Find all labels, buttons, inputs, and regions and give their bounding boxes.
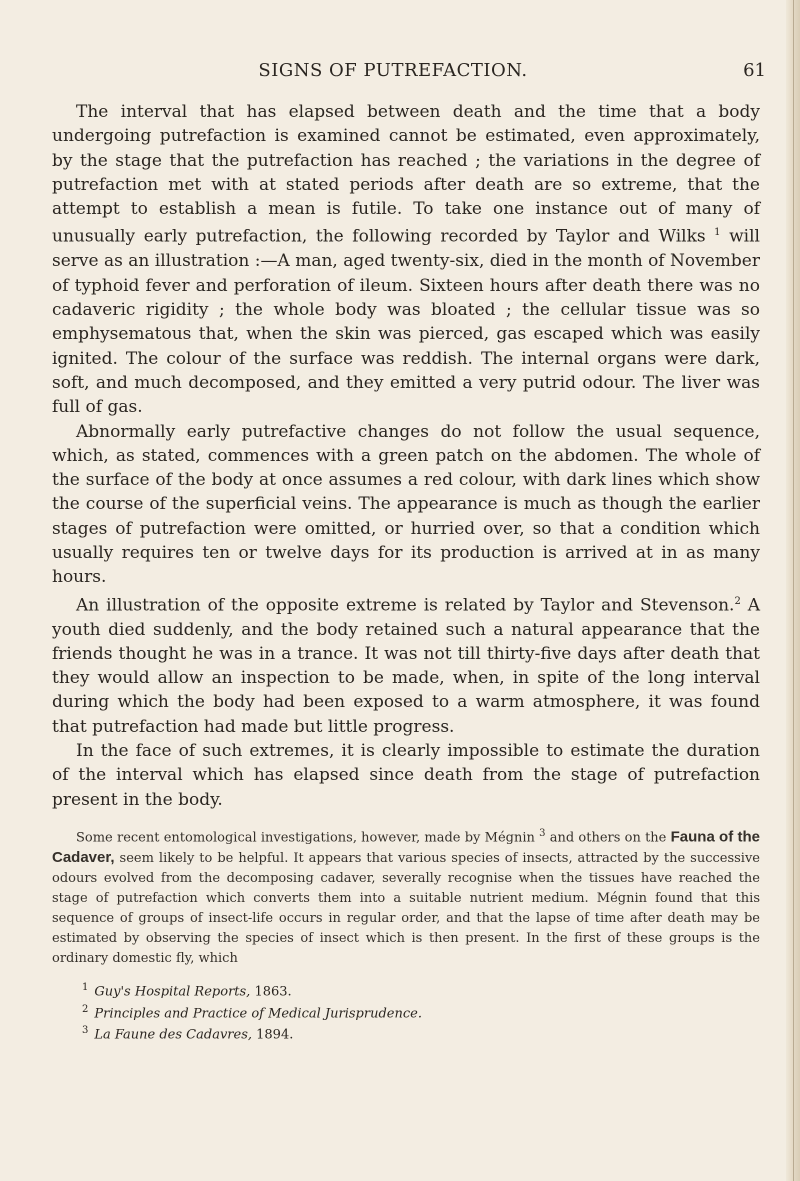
footnotes bbox=[52, 979, 760, 1043]
footnote-year: 1894. bbox=[252, 1027, 294, 1043]
footnote-ref-1: 1 bbox=[714, 227, 721, 239]
paragraph-2: Abnormally early putrefactive changes do not follow the usual sequence, which, as stated, commences with a green patch on the abdomen. The whole of the surface of the body at once assumes a red colour, with dark lines which show the course of the superficial veins. The appearance is much as though the earlier stages of putrefaction were omitted, or hurried over, so that a condition which usually requires ten or twelve days for its production is arrived at in as many hours. bbox=[52, 421, 760, 588]
page-edge-line bbox=[793, 0, 794, 1181]
paragraph-4: In the face of such extremes, it is clearly impossible to estimate the duration of the interval which has elapsed since death from the stage of putrefaction present in the body. bbox=[52, 741, 760, 810]
paragraph-5-mid: and others on the bbox=[545, 830, 671, 846]
fauna-heading: Fauna of the Cadaver, bbox=[52, 828, 760, 867]
paragraph-5-rest: seem likely to be helpful. It appears that various species of insects, attracted by the successive odours evolved from the decomposing cadaver, severally recognise when the tissues have reached the stage of putrefaction which converts them into a suitable nutrient medium. Mégnin found that this sequence of groups of insect-life occurs in regular order, and that the lapse of time after death may be estimated by observing the species of insect which is then present. In the first of these groups is the ordinary domestic fly, which bbox=[52, 851, 760, 967]
footnote-mark: 3 bbox=[82, 1024, 89, 1036]
footnote-title: Guy's Hospital Reports, bbox=[94, 984, 251, 1000]
footnote-title: Principles and Practice of Medical Jurisprudence. bbox=[94, 1005, 422, 1021]
footnote-1 bbox=[82, 979, 760, 1000]
paragraph-5-start: Some recent entomological investigations, however, made by Mégnin bbox=[76, 830, 540, 846]
paragraph-3-text: An illustration of the opposite extreme is related by Taylor and Stevenson. bbox=[76, 595, 735, 616]
body-text bbox=[52, 100, 760, 1043]
footnote-3 bbox=[82, 1022, 760, 1043]
footnote-ref-3: 3 bbox=[539, 827, 546, 839]
footnote-year: 1863. bbox=[250, 984, 292, 1000]
footnote-title: La Faune des Cadavres, bbox=[94, 1027, 252, 1043]
paragraph-1-text-rest: will serve as an illustration :—A man, aged twenty-six, died in the month of November of typhoid fever and perforation of ileum. Sixteen hours after death there was no cadaveric rigidity ; the whole body was bloated ; the cellular tissue was so emphysematous that, when the skin was pierced, gas escaped which was easily ignited. The colour of the surface was reddish. The internal organs were dark, soft, and much decomposed, and they emitted a very putrid odour. The liver was full of gas. bbox=[52, 227, 760, 418]
footnote-ref-2: 2 bbox=[734, 595, 741, 607]
paragraph-1-text: The interval that has elapsed between death and the time that a body undergoing putrefaction is examined cannot be estimated, even approximately, by the stage that the putrefaction has reached ; the variations in the degree of putrefaction met with at stated periods after death are so extreme, that the attempt to establish a mean is futile. To take one instance out of many of unusually early putrefaction, the following recorded by Taylor and Wilks bbox=[52, 102, 760, 248]
running-head: SIGNS OF PUTREFACTION. bbox=[258, 60, 528, 81]
footnote-mark: 1 bbox=[82, 982, 89, 994]
page-header bbox=[0, 60, 786, 84]
paragraph-3-text-rest: A youth died suddenly, and the body retained such a natural appearance that the friends thought he was in a trance. It was not till thirty-five days after death that they would allow an inspection to be made, when, in spite of the long interval during which the body had been exposed to a warm atmosphere, it was found that putrefaction had made but little progress. bbox=[52, 595, 760, 737]
paragraph-1 bbox=[52, 100, 760, 420]
paragraph-5 bbox=[52, 824, 760, 969]
page-number: 61 bbox=[743, 60, 766, 81]
footnote-mark: 2 bbox=[82, 1003, 89, 1015]
paragraph-3 bbox=[52, 590, 760, 739]
footnote-2 bbox=[82, 1001, 760, 1022]
